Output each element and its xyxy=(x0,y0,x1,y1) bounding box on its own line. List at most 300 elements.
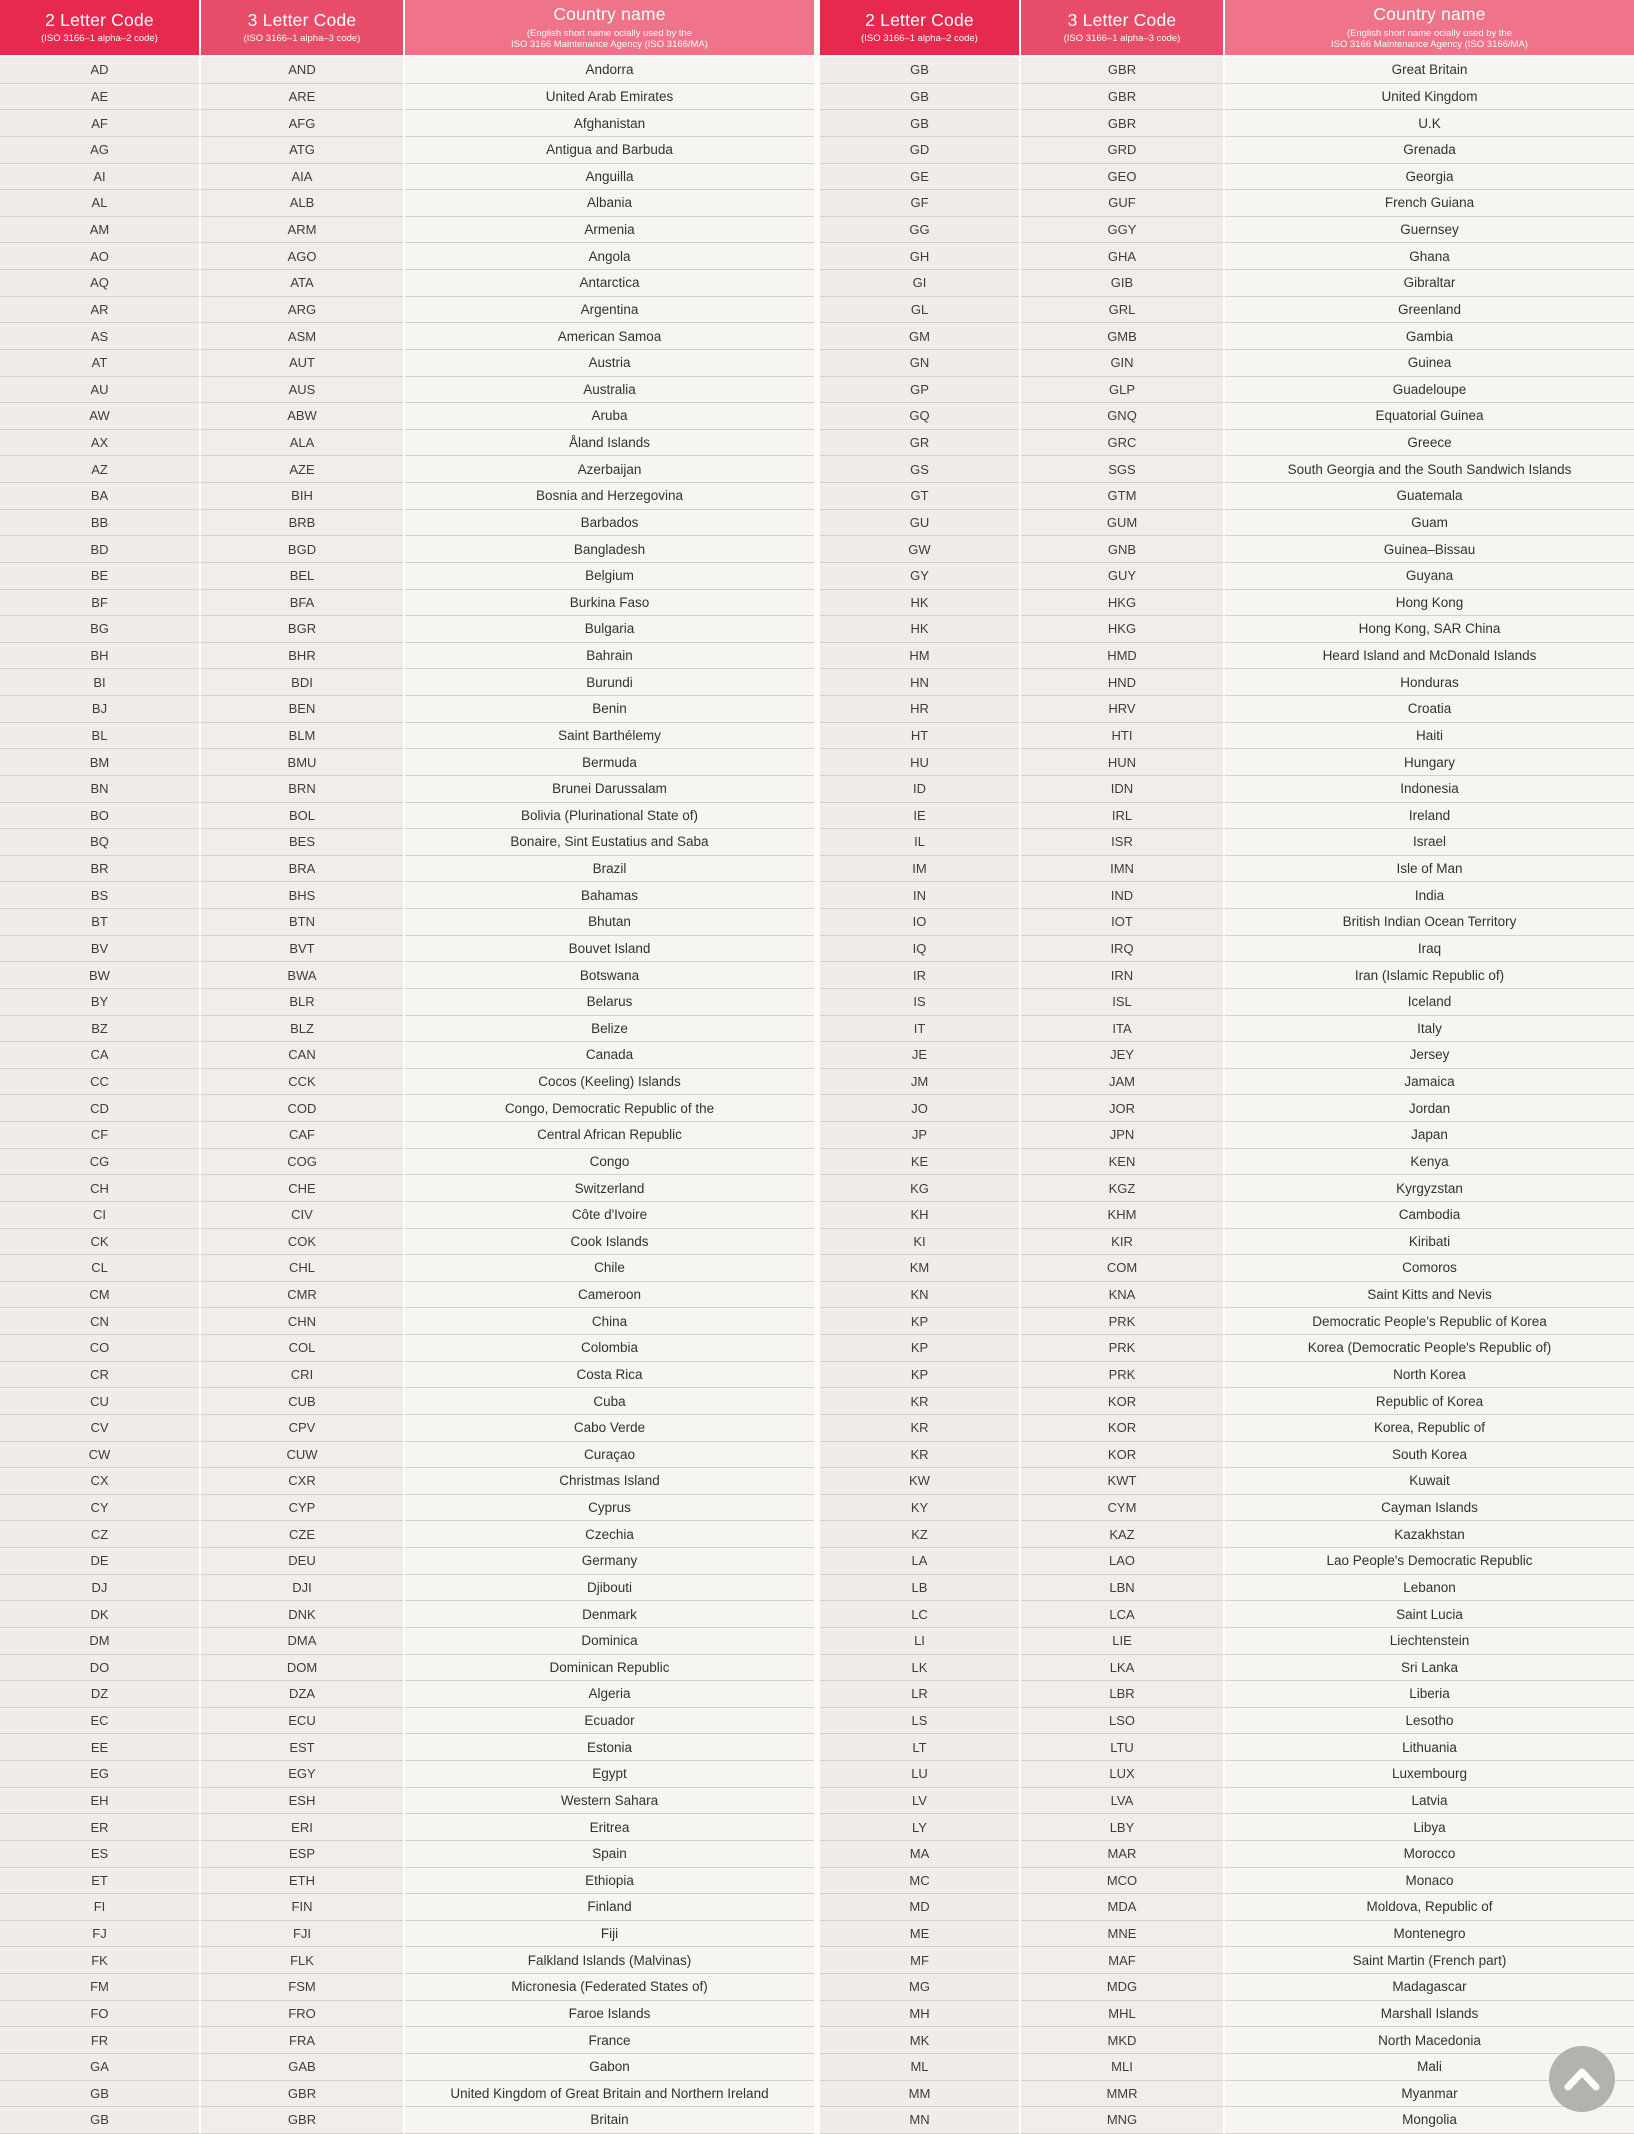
country-name-cell: Guinea xyxy=(1225,350,1634,377)
a2-code-cell: FR xyxy=(0,2027,199,2054)
a2-code-cell: DE xyxy=(0,1548,199,1575)
country-name-cell: Republic of Korea xyxy=(1225,1388,1634,1415)
country-name-cell: Israel xyxy=(1225,829,1634,856)
a2-code-cell: IS xyxy=(820,989,1019,1016)
a2-code-cell: BY xyxy=(0,989,199,1016)
header-title: 3 Letter Code xyxy=(1067,10,1177,31)
country-name-cell: North Korea xyxy=(1225,1362,1634,1389)
a3-code-cell: KWT xyxy=(1021,1468,1223,1495)
country-name-cell: Bangladesh xyxy=(405,536,814,563)
a2-code-cell: BO xyxy=(0,803,199,830)
a2-code-cell: MA xyxy=(820,1841,1019,1868)
a2-code-cell: CI xyxy=(0,1202,199,1229)
a3-code-cell: BHS xyxy=(201,882,403,909)
a3-code-cell: MMR xyxy=(1021,2081,1223,2108)
a3-code-cell: IOT xyxy=(1021,909,1223,936)
country-name-cell: Saint Martin (French part) xyxy=(1225,1947,1634,1974)
a2-code-cell: AS xyxy=(0,323,199,350)
header-title: Country name xyxy=(1373,4,1486,25)
a2-code-cell: CU xyxy=(0,1388,199,1415)
a2-code-cell: LK xyxy=(820,1655,1019,1682)
a2-code-cell: EH xyxy=(0,1788,199,1815)
country-name-cell: Guinea–Bissau xyxy=(1225,536,1634,563)
country-name-cell: Bosnia and Herzegovina xyxy=(405,483,814,510)
country-name-cell: Monaco xyxy=(1225,1868,1634,1895)
country-name-cell: Germany xyxy=(405,1548,814,1575)
a2-code-cell: BW xyxy=(0,962,199,989)
header-subtitle-line2: ISO 3166 Maintenance Agency (ISO 3166/MA) xyxy=(511,39,708,51)
a3-code-cell: KOR xyxy=(1021,1388,1223,1415)
country-name-cell: Cabo Verde xyxy=(405,1415,814,1442)
a3-code-cell: DMA xyxy=(201,1628,403,1655)
a3-code-cell: MHL xyxy=(1021,2001,1223,2028)
country-name-cell: South Korea xyxy=(1225,1442,1634,1469)
a2-code-cell: CY xyxy=(0,1495,199,1522)
country-name-cell: Curaçao xyxy=(405,1442,814,1469)
country-name-cell: Congo, Democratic Republic of the xyxy=(405,1095,814,1122)
country-name-cell: Libya xyxy=(1225,1814,1634,1841)
a3-code-cell: ALB xyxy=(201,190,403,217)
country-name-cell: Grenada xyxy=(1225,137,1634,164)
country-name-cell: Spain xyxy=(405,1841,814,1868)
a3-code-cell: PRK xyxy=(1021,1335,1223,1362)
a2-code-cell: LY xyxy=(820,1814,1019,1841)
a3-code-cell: HRV xyxy=(1021,696,1223,723)
a3-code-cell: ITA xyxy=(1021,1016,1223,1043)
a3-code-cell: CAF xyxy=(201,1122,403,1149)
a2-code-cell: HK xyxy=(820,616,1019,643)
a3-code-cell: LVA xyxy=(1021,1788,1223,1815)
country-name-cell: Croatia xyxy=(1225,696,1634,723)
a2-code-cell: IL xyxy=(820,829,1019,856)
a3-code-cell: BFA xyxy=(201,590,403,617)
a2-code-cell: BN xyxy=(0,776,199,803)
country-name-cell: Democratic People's Republic of Korea xyxy=(1225,1308,1634,1335)
country-name-cell: Ireland xyxy=(1225,803,1634,830)
a2-code-cell: JP xyxy=(820,1122,1019,1149)
a2-code-cell: BJ xyxy=(0,696,199,723)
a3-code-cell: COK xyxy=(201,1229,403,1256)
a3-code-cell: HKG xyxy=(1021,590,1223,617)
country-name-cell: Marshall Islands xyxy=(1225,2001,1634,2028)
a3-code-cell: JOR xyxy=(1021,1095,1223,1122)
a2-code-cell: KN xyxy=(820,1282,1019,1309)
country-name-cell: Guadeloupe xyxy=(1225,377,1634,404)
a2-code-cell: ML xyxy=(820,2054,1019,2081)
a2-code-cell: GM xyxy=(820,323,1019,350)
a2-code-cell: EC xyxy=(0,1708,199,1735)
a3-code-cell: GNQ xyxy=(1021,403,1223,430)
country-name-cell: Congo xyxy=(405,1149,814,1176)
a2-code-cell: MH xyxy=(820,2001,1019,2028)
a3-code-cell: IND xyxy=(1021,882,1223,909)
country-name-cell: Mali xyxy=(1225,2054,1634,2081)
a2-code-cell: BV xyxy=(0,936,199,963)
country-name-cell: Equatorial Guinea xyxy=(1225,403,1634,430)
a3-code-cell: ECU xyxy=(201,1708,403,1735)
country-name-cell: Armenia xyxy=(405,217,814,244)
country-name-cell: Bouvet Island xyxy=(405,936,814,963)
a2-code-cell: KR xyxy=(820,1388,1019,1415)
a2-code-cell: GW xyxy=(820,536,1019,563)
a3-code-cell: DZA xyxy=(201,1681,403,1708)
country-name-cell: Finland xyxy=(405,1894,814,1921)
country-name-cell: Benin xyxy=(405,696,814,723)
a3-code-cell: GBR xyxy=(1021,84,1223,111)
a3-code-cell: EST xyxy=(201,1734,403,1761)
a2-code-cell: CO xyxy=(0,1335,199,1362)
a3-code-cell: EGY xyxy=(201,1761,403,1788)
country-name-cell: Dominica xyxy=(405,1628,814,1655)
a2-code-cell: AU xyxy=(0,377,199,404)
a3-code-cell: CHL xyxy=(201,1255,403,1282)
a2-code-cell: BT xyxy=(0,909,199,936)
a2-code-cell: KR xyxy=(820,1415,1019,1442)
country-name-cell: Greenland xyxy=(1225,297,1634,324)
country-name-cell: Afghanistan xyxy=(405,110,814,137)
country-name-cell: Iran (Islamic Republic of) xyxy=(1225,962,1634,989)
a2-code-cell: BB xyxy=(0,510,199,537)
country-name-cell: Azerbaijan xyxy=(405,456,814,483)
a3-code-cell: AZE xyxy=(201,456,403,483)
a3-code-cell: AGO xyxy=(201,243,403,270)
a2-code-cell: MM xyxy=(820,2081,1019,2108)
a2-code-cell: FK xyxy=(0,1947,199,1974)
header-country-name xyxy=(405,0,814,57)
country-name-cell: Bulgaria xyxy=(405,616,814,643)
a3-code-cell: BRB xyxy=(201,510,403,537)
country-name-cell: Bahamas xyxy=(405,882,814,909)
a2-code-cell: HM xyxy=(820,643,1019,670)
a2-code-cell: CD xyxy=(0,1095,199,1122)
a2-code-cell: CX xyxy=(0,1468,199,1495)
country-name-cell: Saint Barthélemy xyxy=(405,723,814,750)
country-name-cell: United Arab Emirates xyxy=(405,84,814,111)
country-name-cell: Madagascar xyxy=(1225,1974,1634,2001)
a3-code-cell: BEN xyxy=(201,696,403,723)
a3-code-cell: ISR xyxy=(1021,829,1223,856)
a2-code-cell: BH xyxy=(0,643,199,670)
a2-code-cell: GQ xyxy=(820,403,1019,430)
a3-code-cell: ATA xyxy=(201,270,403,297)
a3-code-cell: CIV xyxy=(201,1202,403,1229)
a3-code-cell: ASM xyxy=(201,323,403,350)
a2-code-cell: KY xyxy=(820,1495,1019,1522)
a2-code-cell: KG xyxy=(820,1175,1019,1202)
a2-code-cell: DZ xyxy=(0,1681,199,1708)
country-name-cell: Guyana xyxy=(1225,563,1634,590)
a3-code-cell: BTN xyxy=(201,909,403,936)
a3-code-cell: ESH xyxy=(201,1788,403,1815)
a3-code-cell: BWA xyxy=(201,962,403,989)
country-name-cell: Switzerland xyxy=(405,1175,814,1202)
country-name-cell: Estonia xyxy=(405,1734,814,1761)
a2-code-cell: AL xyxy=(0,190,199,217)
a3-code-cell: PRK xyxy=(1021,1362,1223,1389)
a3-code-cell: BGD xyxy=(201,536,403,563)
a2-code-cell: KE xyxy=(820,1149,1019,1176)
a2-code-cell: GL xyxy=(820,297,1019,324)
country-name-cell: Colombia xyxy=(405,1335,814,1362)
a2-code-cell: HU xyxy=(820,749,1019,776)
country-name-cell: Hong Kong, SAR China xyxy=(1225,616,1634,643)
country-name-cell: Great Britain xyxy=(1225,57,1634,84)
a2-code-cell: LV xyxy=(820,1788,1019,1815)
a2-code-cell: AM xyxy=(0,217,199,244)
a3-code-cell: MAF xyxy=(1021,1947,1223,1974)
a3-code-cell: GEO xyxy=(1021,164,1223,191)
country-name-cell: Brazil xyxy=(405,856,814,883)
a3-code-cell: DNK xyxy=(201,1601,403,1628)
a3-code-cell: ARG xyxy=(201,297,403,324)
a2-code-cell: GU xyxy=(820,510,1019,537)
country-name-cell: Falkland Islands (Malvinas) xyxy=(405,1947,814,1974)
country-name-cell: Czechia xyxy=(405,1521,814,1548)
a2-code-cell: BQ xyxy=(0,829,199,856)
a3-code-cell: AUS xyxy=(201,377,403,404)
a2-code-cell: IM xyxy=(820,856,1019,883)
a2-code-cell: KP xyxy=(820,1335,1019,1362)
header-subtitle: (ISO 3166–1 alpha–3 code) xyxy=(1063,32,1181,44)
a3-code-cell: CAN xyxy=(201,1042,403,1069)
country-name-cell: Japan xyxy=(1225,1122,1634,1149)
a2-code-cell: BE xyxy=(0,563,199,590)
a2-code-cell: KM xyxy=(820,1255,1019,1282)
country-name-cell: China xyxy=(405,1308,814,1335)
a3-code-cell: BEL xyxy=(201,563,403,590)
a2-code-cell: GB xyxy=(820,57,1019,84)
country-name-cell: Georgia xyxy=(1225,164,1634,191)
a3-code-cell: GBR xyxy=(1021,110,1223,137)
a3-code-cell: KHM xyxy=(1021,1202,1223,1229)
a2-code-cell: LB xyxy=(820,1575,1019,1602)
country-name-cell: Denmark xyxy=(405,1601,814,1628)
a3-code-cell: JEY xyxy=(1021,1042,1223,1069)
a3-code-cell: DJI xyxy=(201,1575,403,1602)
a2-code-cell: BL xyxy=(0,723,199,750)
a3-code-cell: IRQ xyxy=(1021,936,1223,963)
country-name-cell: Antarctica xyxy=(405,270,814,297)
a3-code-cell: ERI xyxy=(201,1814,403,1841)
country-name-cell: Western Sahara xyxy=(405,1788,814,1815)
a3-code-cell: PRK xyxy=(1021,1308,1223,1335)
country-name-cell: Anguilla xyxy=(405,164,814,191)
a2-code-cell: KW xyxy=(820,1468,1019,1495)
country-name-cell: Faroe Islands xyxy=(405,2001,814,2028)
country-name-cell: Cuba xyxy=(405,1388,814,1415)
a2-code-cell: LR xyxy=(820,1681,1019,1708)
header-2-letter-code xyxy=(0,0,199,57)
a3-code-cell: FLK xyxy=(201,1947,403,1974)
country-name-cell: Lesotho xyxy=(1225,1708,1634,1735)
a2-code-cell: JM xyxy=(820,1069,1019,1096)
a3-code-cell: GRD xyxy=(1021,137,1223,164)
country-name-cell: Fiji xyxy=(405,1921,814,1948)
country-name-cell: Jersey xyxy=(1225,1042,1634,1069)
a2-code-cell: CR xyxy=(0,1362,199,1389)
country-name-cell: United Kingdom of Great Britain and Northern Ireland xyxy=(405,2081,814,2108)
a3-code-cell: CCK xyxy=(201,1069,403,1096)
a3-code-cell: FRA xyxy=(201,2027,403,2054)
country-name-cell: Luxembourg xyxy=(1225,1761,1634,1788)
a2-code-cell: KP xyxy=(820,1308,1019,1335)
a3-code-cell: LKA xyxy=(1021,1655,1223,1682)
country-name-cell: Antigua and Barbuda xyxy=(405,137,814,164)
scroll-to-top-button[interactable] xyxy=(1549,2046,1615,2112)
a2-code-cell: AX xyxy=(0,430,199,457)
a2-code-cell: DJ xyxy=(0,1575,199,1602)
country-name-cell: Gibraltar xyxy=(1225,270,1634,297)
country-name-cell: Myanmar xyxy=(1225,2081,1634,2108)
a2-code-cell: DO xyxy=(0,1655,199,1682)
a3-code-cell: HUN xyxy=(1021,749,1223,776)
country-name-cell: Bolivia (Plurinational State of) xyxy=(405,803,814,830)
a3-code-cell: FJI xyxy=(201,1921,403,1948)
a2-code-cell: DK xyxy=(0,1601,199,1628)
header-3-letter-code xyxy=(1021,0,1223,57)
country-name-cell: Dominican Republic xyxy=(405,1655,814,1682)
a3-code-cell: MDG xyxy=(1021,1974,1223,2001)
a2-code-cell: BM xyxy=(0,749,199,776)
country-name-cell: Latvia xyxy=(1225,1788,1634,1815)
country-name-cell: Saint Kitts and Nevis xyxy=(1225,1282,1634,1309)
country-name-cell: Djibouti xyxy=(405,1575,814,1602)
a3-code-cell: MLI xyxy=(1021,2054,1223,2081)
country-name-cell: Central African Republic xyxy=(405,1122,814,1149)
a2-code-cell: MN xyxy=(820,2107,1019,2134)
a3-code-cell: JAM xyxy=(1021,1069,1223,1096)
a3-code-cell: BLZ xyxy=(201,1016,403,1043)
a3-code-cell: MAR xyxy=(1021,1841,1223,1868)
country-name-cell: Guernsey xyxy=(1225,217,1634,244)
country-name-cell: Hong Kong xyxy=(1225,590,1634,617)
header-2-letter-code xyxy=(820,0,1019,57)
a3-code-cell: GRC xyxy=(1021,430,1223,457)
a3-code-cell: ABW xyxy=(201,403,403,430)
a3-code-cell: FIN xyxy=(201,1894,403,1921)
country-name-cell: Cambodia xyxy=(1225,1202,1634,1229)
a2-code-cell: GY xyxy=(820,563,1019,590)
a2-code-cell: HN xyxy=(820,669,1019,696)
country-name-cell: Greece xyxy=(1225,430,1634,457)
a3-code-cell: BDI xyxy=(201,669,403,696)
country-name-cell: Cocos (Keeling) Islands xyxy=(405,1069,814,1096)
a3-code-cell: LIE xyxy=(1021,1628,1223,1655)
a2-code-cell: GF xyxy=(820,190,1019,217)
a2-code-cell: CN xyxy=(0,1308,199,1335)
a2-code-cell: LC xyxy=(820,1601,1019,1628)
chevron-up-icon xyxy=(1549,2046,1615,2112)
country-name-cell: Italy xyxy=(1225,1016,1634,1043)
a2-code-cell: JO xyxy=(820,1095,1019,1122)
a2-code-cell: BG xyxy=(0,616,199,643)
a3-code-cell: ARE xyxy=(201,84,403,111)
country-name-cell: Belgium xyxy=(405,563,814,590)
country-name-cell: North Macedonia xyxy=(1225,2027,1634,2054)
a3-code-cell: GUF xyxy=(1021,190,1223,217)
a3-code-cell: GLP xyxy=(1021,377,1223,404)
a2-code-cell: LI xyxy=(820,1628,1019,1655)
country-name-cell: Moldova, Republic of xyxy=(1225,1894,1634,1921)
country-name-cell: Mongolia xyxy=(1225,2107,1634,2134)
left-table xyxy=(0,0,814,2134)
country-name-cell: Egypt xyxy=(405,1761,814,1788)
a2-code-cell: BZ xyxy=(0,1016,199,1043)
country-name-cell: Liechtenstein xyxy=(1225,1628,1634,1655)
country-name-cell: Andorra xyxy=(405,57,814,84)
a2-code-cell: HT xyxy=(820,723,1019,750)
a2-code-cell: BD xyxy=(0,536,199,563)
a3-code-cell: BRA xyxy=(201,856,403,883)
a3-code-cell: BOL xyxy=(201,803,403,830)
a3-code-cell: GTM xyxy=(1021,483,1223,510)
country-name-cell: French Guiana xyxy=(1225,190,1634,217)
a3-code-cell: GBR xyxy=(1021,57,1223,84)
country-name-cell: Jamaica xyxy=(1225,1069,1634,1096)
country-name-cell: Kenya xyxy=(1225,1149,1634,1176)
a2-code-cell: CA xyxy=(0,1042,199,1069)
a3-code-cell: DOM xyxy=(201,1655,403,1682)
a2-code-cell: ES xyxy=(0,1841,199,1868)
country-name-cell: Angola xyxy=(405,243,814,270)
a2-code-cell: AR xyxy=(0,297,199,324)
a2-code-cell: LS xyxy=(820,1708,1019,1735)
country-name-cell: Sri Lanka xyxy=(1225,1655,1634,1682)
a3-code-cell: ATG xyxy=(201,137,403,164)
a3-code-cell: IRN xyxy=(1021,962,1223,989)
country-name-cell: Lithuania xyxy=(1225,1734,1634,1761)
a3-code-cell: KEN xyxy=(1021,1149,1223,1176)
a3-code-cell: BGR xyxy=(201,616,403,643)
country-name-cell: Barbados xyxy=(405,510,814,537)
a2-code-cell: CF xyxy=(0,1122,199,1149)
country-name-cell: Korea, Republic of xyxy=(1225,1415,1634,1442)
country-name-cell: Britain xyxy=(405,2107,814,2134)
a3-code-cell: ALA xyxy=(201,430,403,457)
a2-code-cell: KZ xyxy=(820,1521,1019,1548)
a3-code-cell: AFG xyxy=(201,110,403,137)
country-name-cell: Australia xyxy=(405,377,814,404)
a3-code-cell: FSM xyxy=(201,1974,403,2001)
a3-code-cell: CPV xyxy=(201,1415,403,1442)
a2-code-cell: ER xyxy=(0,1814,199,1841)
a3-code-cell: LUX xyxy=(1021,1761,1223,1788)
a3-code-cell: BRN xyxy=(201,776,403,803)
country-name-cell: Belize xyxy=(405,1016,814,1043)
header-subtitle-line2: ISO 3166 Maintenance Agency (ISO 3166/MA) xyxy=(1331,39,1528,51)
country-name-cell: Argentina xyxy=(405,297,814,324)
a3-code-cell: KGZ xyxy=(1021,1175,1223,1202)
country-name-cell: Korea (Democratic People's Republic of) xyxy=(1225,1335,1634,1362)
country-name-cell: Cyprus xyxy=(405,1495,814,1522)
a2-code-cell: GN xyxy=(820,350,1019,377)
a3-code-cell: CUB xyxy=(201,1388,403,1415)
country-name-cell: Algeria xyxy=(405,1681,814,1708)
a3-code-cell: AIA xyxy=(201,164,403,191)
a2-code-cell: AG xyxy=(0,137,199,164)
country-name-cell: Belarus xyxy=(405,989,814,1016)
a2-code-cell: LA xyxy=(820,1548,1019,1575)
a3-code-cell: IDN xyxy=(1021,776,1223,803)
a3-code-cell: LCA xyxy=(1021,1601,1223,1628)
country-name-cell: Lebanon xyxy=(1225,1575,1634,1602)
a3-code-cell: KAZ xyxy=(1021,1521,1223,1548)
country-name-cell: Guam xyxy=(1225,510,1634,537)
a3-code-cell: MKD xyxy=(1021,2027,1223,2054)
a3-code-cell: GIN xyxy=(1021,350,1223,377)
a2-code-cell: GE xyxy=(820,164,1019,191)
a3-code-cell: AND xyxy=(201,57,403,84)
